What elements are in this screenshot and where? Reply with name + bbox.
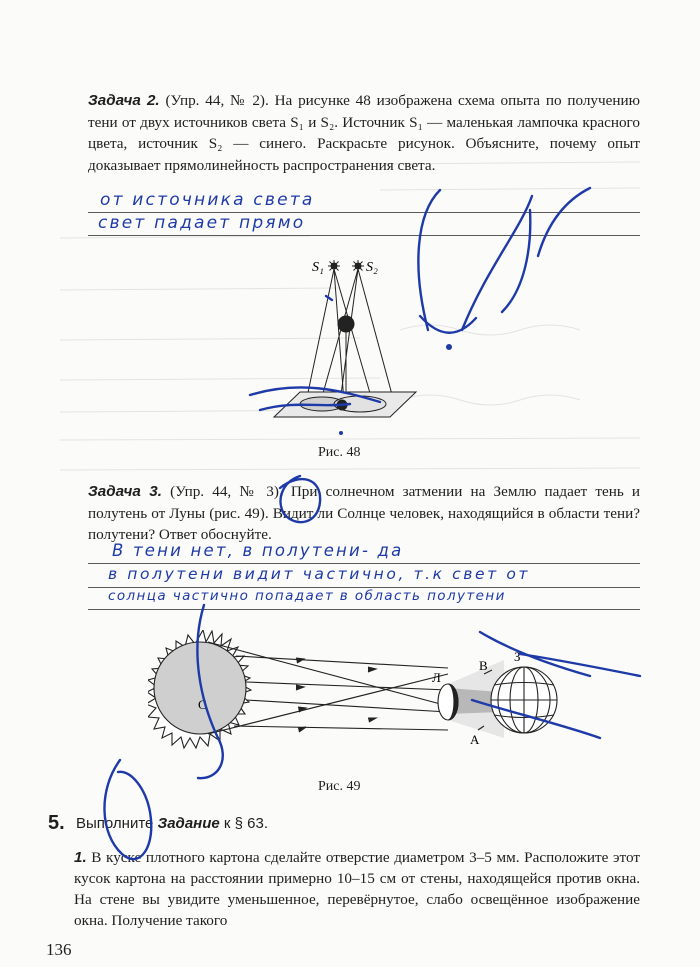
section-heading bbox=[76, 815, 268, 832]
task5-1-paragraph bbox=[74, 847, 640, 931]
task2-handwritten-answer-2: свет падает прямо bbox=[98, 213, 306, 233]
task2-text: (Упр. 44, № 2). На рисунке 48 изображена схема опыта по получению тени от двух источников света S₁ и S₂. Источник S₁ — маленькая лампочка красного цвета, источник S₂ — синего. Раскрасьте рисунок. Объясните, почему опыт доказывает прямолинейность распространения света. bbox=[88, 92, 641, 174]
label-s1: S₁ bbox=[312, 260, 324, 275]
section-heading-emphasis: Задание bbox=[157, 815, 220, 832]
task2-label: Задача 2. bbox=[88, 92, 160, 109]
task5-1-text: В куске плотного картона сделайте отверстие диаметром 3–5 мм. Расположите этот кусок картона на расстоянии примерно 10–15 см от стены, находящейся против окна. На стене вы увидите уменьшенное, перевёрнутое, слабо освещённое изображение окна. Получение такого bbox=[74, 849, 640, 929]
task3-paragraph bbox=[88, 481, 640, 546]
task2-answer-line-2 bbox=[88, 235, 640, 236]
figure-49-solar-eclipse bbox=[148, 630, 560, 775]
task3-answer-line-1 bbox=[88, 563, 640, 564]
label-s2: S₂ bbox=[366, 260, 378, 275]
sun-icon bbox=[148, 630, 251, 748]
task3-answer-line-3 bbox=[88, 609, 640, 610]
label-earth: З bbox=[514, 649, 521, 664]
figure-48-caption: Рис. 48 bbox=[318, 445, 361, 460]
moon-icon bbox=[438, 684, 458, 720]
section-number: 5. bbox=[48, 812, 65, 834]
figure-48-shadow-experiment bbox=[262, 252, 422, 442]
opaque-ball-icon bbox=[338, 316, 354, 332]
task3-text: (Упр. 44, № 3). При солнечном затмении на Землю падает тень и полутень от Луны (рис. 49). Видит ли Солнце человек, находящийся в области тени? полутени? Ответ обоснуйте. bbox=[88, 483, 640, 543]
task3-handwritten-answer-3: солнца частично попадает в область полутени bbox=[108, 588, 506, 604]
section-heading-prefix: Выполните bbox=[76, 815, 154, 832]
label-penumbra-a: А bbox=[470, 732, 480, 747]
task2-handwritten-answer-1: от источника света bbox=[100, 190, 315, 210]
task3-label: Задача 3. bbox=[88, 483, 162, 500]
task3-handwritten-answer-2: в полутени видит частично, т.к свет от bbox=[108, 565, 531, 583]
label-moon: Л bbox=[432, 670, 441, 685]
label-sun: С bbox=[198, 697, 207, 712]
task2-paragraph bbox=[88, 90, 640, 176]
earth-globe-icon bbox=[491, 667, 557, 733]
task5-1-number: 1. bbox=[74, 849, 87, 866]
page-number: 136 bbox=[46, 940, 72, 959]
figure-49-caption: Рис. 49 bbox=[318, 779, 361, 794]
label-penumbra-b: В bbox=[479, 658, 488, 673]
section-heading-suffix: к § 63. bbox=[223, 815, 268, 832]
task3-handwritten-answer-1: В тени нет, в полутени- да bbox=[112, 541, 404, 560]
